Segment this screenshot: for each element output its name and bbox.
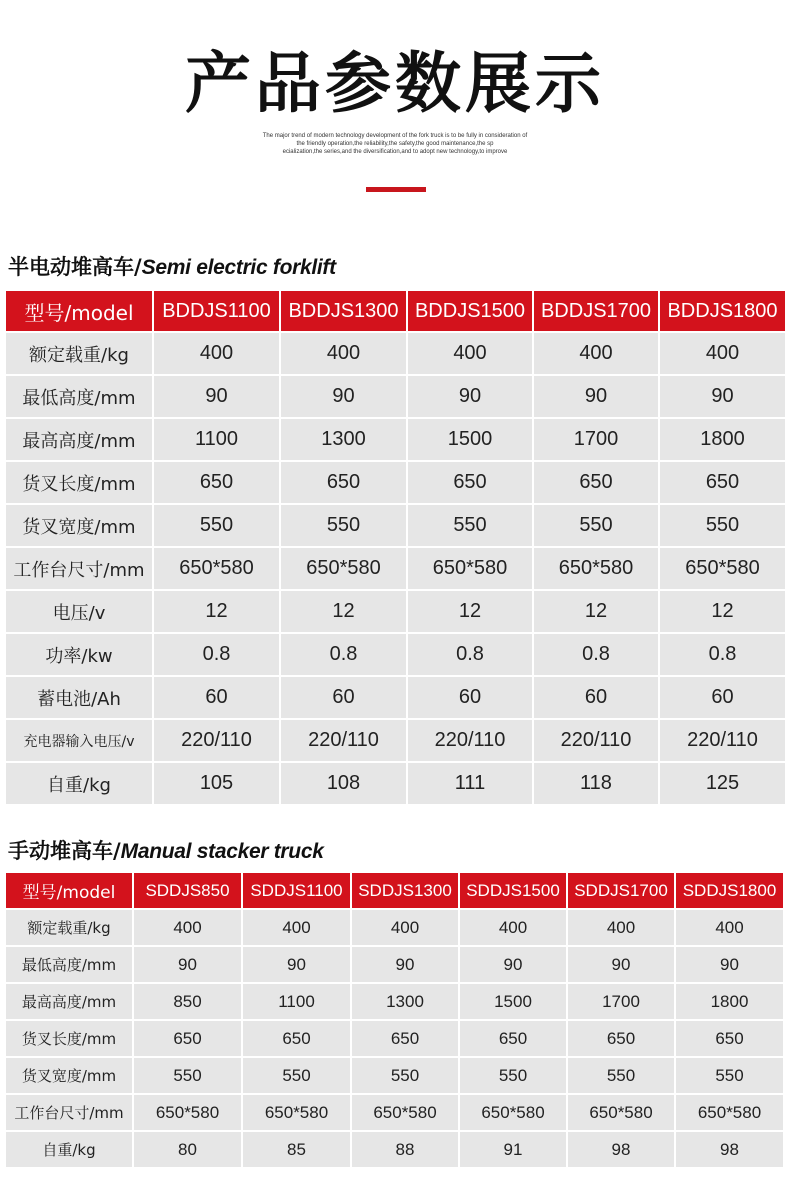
- table-cell: 12: [407, 590, 533, 633]
- table-cell: 91: [459, 1131, 567, 1168]
- model-header-cell: SDDJS1300: [351, 873, 459, 909]
- table-cell: 400: [407, 332, 533, 375]
- table-row: [6, 762, 786, 805]
- table-row: [6, 633, 786, 676]
- table-cell: 90: [533, 375, 659, 418]
- table-cell: 90: [153, 375, 280, 418]
- model-header-cell: SDDJS850: [133, 873, 242, 909]
- table-row: [6, 375, 786, 418]
- table-cell: 220/110: [153, 719, 280, 762]
- title-accent-bar: [366, 187, 426, 192]
- model-header-cell: SDDJS1800: [675, 873, 784, 909]
- table-cell: 90: [133, 946, 242, 983]
- section-title-en: Semi electric forklift: [141, 256, 336, 279]
- table-row: [6, 547, 786, 590]
- table-cell: 90: [567, 946, 675, 983]
- table-cell: 550: [659, 504, 786, 547]
- table-cell: 400: [351, 909, 459, 946]
- section-title-cn: 手动堆高车/: [8, 839, 121, 863]
- table-row: [6, 1131, 784, 1168]
- table-cell: 650: [351, 1020, 459, 1057]
- model-header-cell: SDDJS1500: [459, 873, 567, 909]
- model-header-cell: BDDJS1300: [280, 291, 407, 332]
- table-cell: 650: [659, 461, 786, 504]
- table-cell: 220/110: [407, 719, 533, 762]
- table-cell: 0.8: [280, 633, 407, 676]
- row-label: 货叉宽度/mm: [6, 504, 153, 547]
- table-cell: 650: [242, 1020, 351, 1057]
- table-cell: 650*580: [133, 1094, 242, 1131]
- table-cell: 1100: [153, 418, 280, 461]
- table-row: [6, 418, 786, 461]
- row-label: 功率/kw: [6, 633, 153, 676]
- table-cell: 0.8: [153, 633, 280, 676]
- table-cell: 90: [351, 946, 459, 983]
- model-header-cell: SDDJS1100: [242, 873, 351, 909]
- table-cell: 650: [153, 461, 280, 504]
- table-cell: 60: [659, 676, 786, 719]
- table-cell: 1100: [242, 983, 351, 1020]
- table-cell: 220/110: [659, 719, 786, 762]
- table-cell: 650: [407, 461, 533, 504]
- table-cell: 12: [153, 590, 280, 633]
- table-cell: 90: [242, 946, 351, 983]
- table-cell: 90: [280, 375, 407, 418]
- table-cell: 650: [533, 461, 659, 504]
- section-title-en: Manual stacker truck: [120, 840, 324, 863]
- table-cell: 650*580: [351, 1094, 459, 1131]
- table-header-row: [6, 873, 784, 909]
- row-label: 最低高度/mm: [6, 375, 153, 418]
- table-cell: 400: [242, 909, 351, 946]
- table-cell: 650*580: [280, 547, 407, 590]
- table-row: [6, 909, 784, 946]
- row-label: 额定载重/kg: [6, 332, 153, 375]
- table-cell: 0.8: [407, 633, 533, 676]
- table-cell: 0.8: [659, 633, 786, 676]
- table-cell: 550: [133, 1057, 242, 1094]
- table-cell: 400: [659, 332, 786, 375]
- table-cell: 1800: [675, 983, 784, 1020]
- model-header-cell: BDDJS1800: [659, 291, 786, 332]
- table-row: [6, 1020, 784, 1057]
- table-row: [6, 983, 784, 1020]
- row-label: 最低高度/mm: [6, 946, 133, 983]
- table-cell: 650: [459, 1020, 567, 1057]
- table-row: [6, 719, 786, 762]
- table-cell: 650*580: [407, 547, 533, 590]
- model-header-cell: BDDJS1500: [407, 291, 533, 332]
- section-title-manual: [8, 837, 324, 866]
- row-label: 货叉宽度/mm: [6, 1057, 133, 1094]
- table-cell: 650*580: [659, 547, 786, 590]
- table-row: [6, 946, 784, 983]
- table-cell: 550: [567, 1057, 675, 1094]
- subtitle-line: ecialization,the series,and the diversification,and to adopt new technology,to improve: [282, 149, 508, 155]
- row-label: 工作台尺寸/mm: [6, 1094, 133, 1131]
- row-label: 额定载重/kg: [6, 909, 133, 946]
- row-label: 蓄电池/Ah: [6, 676, 153, 719]
- table-cell: 60: [153, 676, 280, 719]
- table-cell: 400: [675, 909, 784, 946]
- table-cell: 550: [407, 504, 533, 547]
- model-header-cell: SDDJS1700: [567, 873, 675, 909]
- table-cell: 108: [280, 762, 407, 805]
- table-cell: 650*580: [242, 1094, 351, 1131]
- table-cell: 85: [242, 1131, 351, 1168]
- table-cell: 650: [280, 461, 407, 504]
- table-cell: 400: [567, 909, 675, 946]
- table-cell: 650*580: [675, 1094, 784, 1131]
- header-model-label: 型号/model: [6, 873, 133, 909]
- table-cell: 60: [280, 676, 407, 719]
- table-cell: 550: [533, 504, 659, 547]
- row-label: 充电器输入电压/v: [6, 719, 153, 762]
- table-cell: 1500: [459, 983, 567, 1020]
- table-cell: 1700: [567, 983, 675, 1020]
- table-row: [6, 676, 786, 719]
- table-cell: 650: [675, 1020, 784, 1057]
- table-cell: 12: [533, 590, 659, 633]
- section-title-semi-electric: [8, 253, 336, 282]
- page-subtitle: [215, 132, 575, 156]
- table-cell: 650: [133, 1020, 242, 1057]
- table-cell: 220/110: [533, 719, 659, 762]
- row-label: 自重/kg: [6, 762, 153, 805]
- row-label: 电压/v: [6, 590, 153, 633]
- table-cell: 98: [567, 1131, 675, 1168]
- table-cell: 850: [133, 983, 242, 1020]
- table-cell: 650: [567, 1020, 675, 1057]
- header-model-label: 型号/model: [6, 291, 153, 332]
- table-cell: 111: [407, 762, 533, 805]
- row-label: 工作台尺寸/mm: [6, 547, 153, 590]
- table-row: [6, 461, 786, 504]
- table-cell: 105: [153, 762, 280, 805]
- table-cell: 1700: [533, 418, 659, 461]
- table-cell: 1500: [407, 418, 533, 461]
- table-cell: 90: [407, 375, 533, 418]
- table-cell: 400: [533, 332, 659, 375]
- table-header-row: [6, 291, 786, 332]
- row-label: 最高高度/mm: [6, 418, 153, 461]
- table-cell: 400: [153, 332, 280, 375]
- table-cell: 650*580: [567, 1094, 675, 1131]
- table-cell: 90: [675, 946, 784, 983]
- table-cell: 88: [351, 1131, 459, 1168]
- table-row: [6, 1057, 784, 1094]
- table-row: [6, 332, 786, 375]
- model-header-cell: BDDJS1100: [153, 291, 280, 332]
- subtitle-line: the friendly operation,the reliability,the safety,the good maintenance,the sp: [296, 141, 494, 147]
- table-cell: 125: [659, 762, 786, 805]
- row-label: 货叉长度/mm: [6, 1020, 133, 1057]
- table-cell: 80: [133, 1131, 242, 1168]
- row-label: 最高高度/mm: [6, 983, 133, 1020]
- table-cell: 60: [533, 676, 659, 719]
- table-cell: 12: [280, 590, 407, 633]
- table-cell: 0.8: [533, 633, 659, 676]
- table-cell: 60: [407, 676, 533, 719]
- table-cell: 98: [675, 1131, 784, 1168]
- model-header-cell: BDDJS1700: [533, 291, 659, 332]
- table-cell: 550: [280, 504, 407, 547]
- table-cell: 650*580: [153, 547, 280, 590]
- table-cell: 550: [242, 1057, 351, 1094]
- table-cell: 90: [459, 946, 567, 983]
- table-cell: 1300: [280, 418, 407, 461]
- manual-spec-table: [6, 873, 785, 1169]
- table-row: [6, 504, 786, 547]
- page-title: 产品参数展示: [185, 45, 605, 122]
- table-cell: 550: [153, 504, 280, 547]
- table-cell: 1800: [659, 418, 786, 461]
- table-cell: 1300: [351, 983, 459, 1020]
- table-cell: 400: [459, 909, 567, 946]
- row-label: 自重/kg: [6, 1131, 133, 1168]
- table-row: [6, 1094, 784, 1131]
- semi-electric-spec-table: [6, 291, 787, 806]
- table-cell: 650*580: [459, 1094, 567, 1131]
- table-cell: 220/110: [280, 719, 407, 762]
- table-cell: 650*580: [533, 547, 659, 590]
- row-label: 货叉长度/mm: [6, 461, 153, 504]
- table-row: [6, 590, 786, 633]
- subtitle-line: The major trend of modern technology development of the fork truck is to be fully in consideration of: [262, 133, 528, 139]
- section-title-cn: 半电动堆高车/: [8, 255, 142, 279]
- table-cell: 550: [459, 1057, 567, 1094]
- table-cell: 400: [133, 909, 242, 946]
- table-cell: 400: [280, 332, 407, 375]
- table-cell: 550: [675, 1057, 784, 1094]
- table-cell: 118: [533, 762, 659, 805]
- table-cell: 12: [659, 590, 786, 633]
- table-cell: 550: [351, 1057, 459, 1094]
- table-cell: 90: [659, 375, 786, 418]
